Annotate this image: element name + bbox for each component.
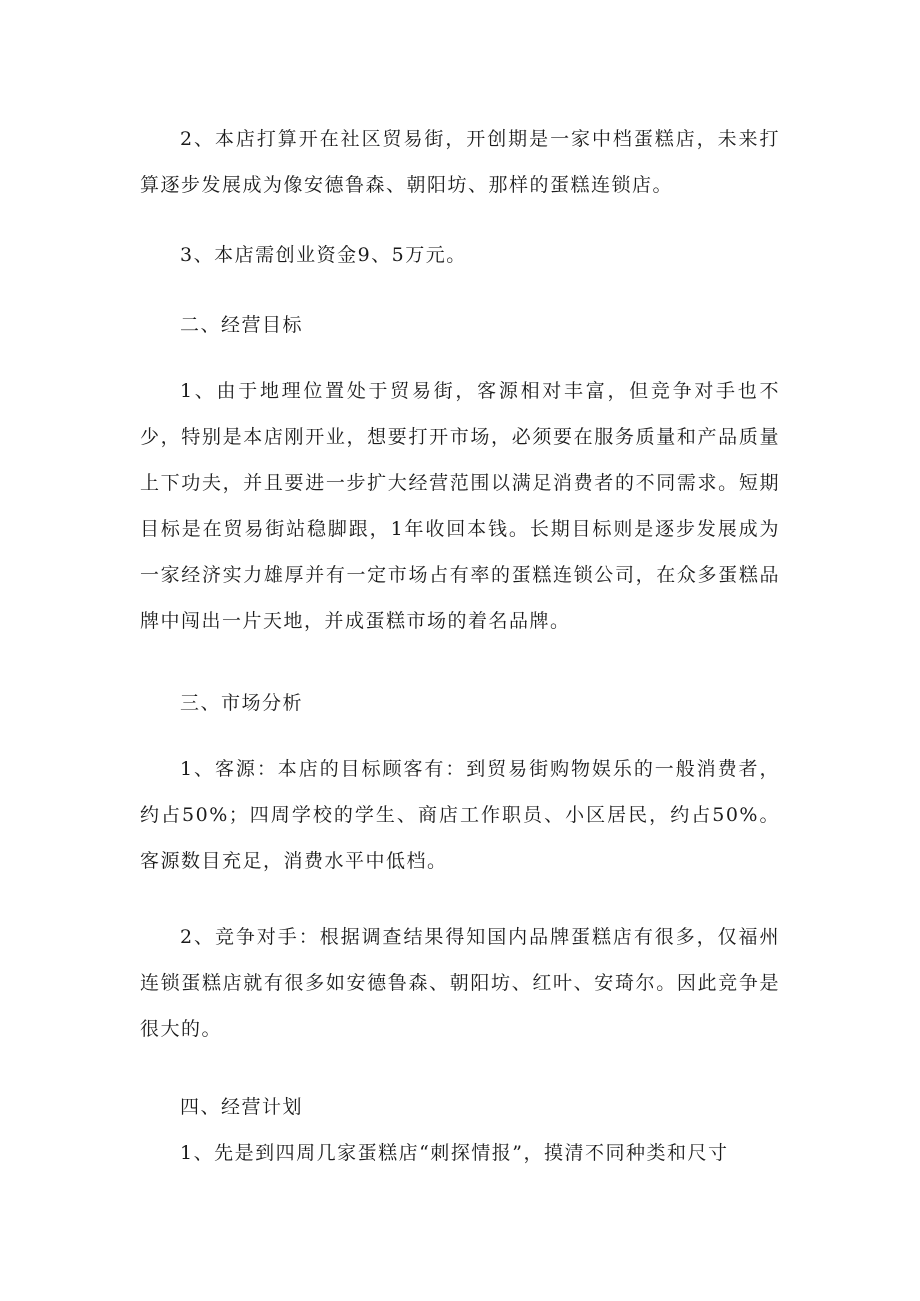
paragraph-plan: 1、先是到四周几家蛋糕店“刺探情报”，摸清不同种类和尺寸 — [180, 1142, 729, 1164]
paragraph-competitors: 2、竞争对手：根据调查结果得知国内品牌蛋糕店有很多，仅福州连锁蛋糕店就有很多如安德鲁森、朝阳坊、红叶、安琦尔。因此竞争是很大的。 — [140, 926, 780, 1040]
paragraph-store-location: 2、本店打算开在社区贸易街，开创期是一家中档蛋糕店，未来打算逐步发展成为像安德鲁森、朝阳坊、那样的蛋糕连锁店。 — [140, 128, 780, 196]
paragraph-goals: 1、由于地理位置处于贸易街，客源相对丰富，但竞争对手也不少，特别是本店刚开业，想要打开市场，必须要在服务质量和产品质量上下功夫，并且要进一步扩大经营范围以满足消费者的不同需求。短期目标是在贸易街站稳脚跟，1年收回本钱。长期目标则是逐步发展成为一家经济实力雄厚并有一定市场占有率的蛋糕连锁公司，在众多蛋糕品牌中闯出一片天地，并成蛋糕市场的着名品牌。 — [140, 380, 780, 632]
paragraph-startup-capital: 3、本店需创业资金9、5万元。 — [180, 244, 467, 266]
paragraph-customers: 1、客源：本店的目标顾客有：到贸易街购物娱乐的一般消费者，约占50%；四周学校的学生、商店工作职员、小区居民，约占50%。客源数目充足，消费水平中低档。 — [140, 758, 780, 872]
section-heading-plan: 四、经营计划 — [180, 1096, 304, 1118]
section-heading-goals: 二、经营目标 — [180, 314, 304, 336]
section-heading-market: 三、市场分析 — [180, 692, 304, 714]
